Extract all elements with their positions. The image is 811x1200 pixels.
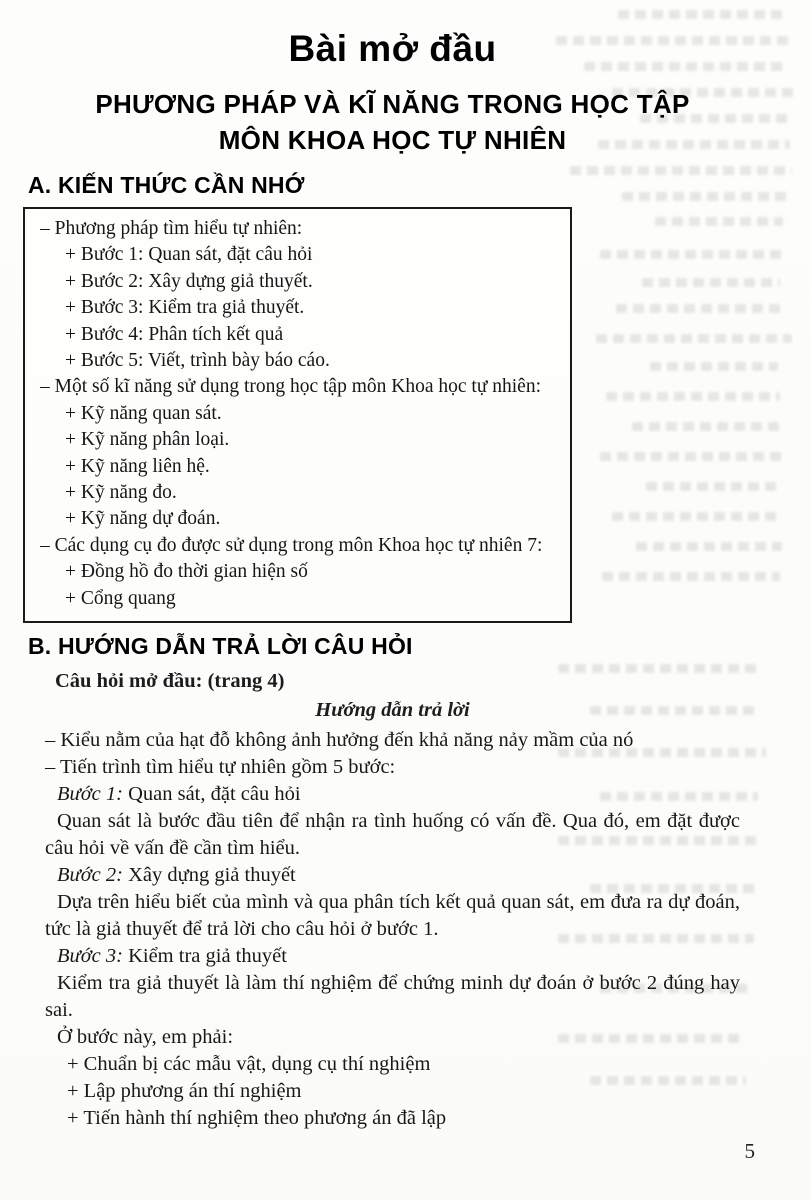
answer-paragraph: Quan sát là bước đầu tiên để nhận ra tình huống có vấn đề. Qua đó, em đặt được câu hỏi về vấn đề cần tìm hiểu. [45,810,740,860]
answer-paragraph: Bước 2: Xây dựng giả thuyết [57,864,296,887]
page-number: 5 [744,1139,755,1163]
knowledge-line: + Đồng hồ đo thời gian hiện số [65,561,308,583]
knowledge-line: + Bước 1: Quan sát, đặt câu hỏi [65,244,313,266]
answer-paragraph: – Tiến trình tìm hiểu tự nhiên gồm 5 bước: [45,756,396,779]
answer-paragraph: Dựa trên hiểu biết của mình và qua phân tích kết quả quan sát, em đưa ra dự đoán, tức là giả thuyết để trả lời cho câu hỏi ở bước 1. [45,891,740,941]
subtitle-line-1: PHƯƠNG PHÁP VÀ KĨ NĂNG TRONG HỌC TẬP [95,89,690,119]
section-a-heading: A. KIẾN THỨC CẦN NHỚ [28,172,305,198]
knowledge-line: + Kỹ năng đo. [65,482,177,504]
knowledge-line: – Các dụng cụ đo được sử dụng trong môn Khoa học tự nhiên 7: [40,534,543,556]
answer-body [45,727,740,1132]
section-b-heading: B. HƯỚNG DẪN TRẢ LỜI CÂU HỎI [28,633,413,660]
knowledge-line: – Phương pháp tìm hiểu tự nhiên: [40,218,303,239]
subtitle-line-2: MÔN KHOA HỌC TỰ NHIÊN [218,125,567,155]
knowledge-line: + Kỹ năng phân loại. [65,429,230,451]
answer-paragraph: – Kiểu nằm của hạt đỗ không ảnh hưởng đến khả năng nảy mầm của nó [45,729,634,752]
knowledge-line: + Cổng quang [65,587,176,609]
knowledge-line: + Bước 3: Kiểm tra giả thuyết. [65,297,305,319]
answer-paragraph: Ở bước này, em phải: [57,1026,234,1049]
knowledge-line: + Bước 2: Xây dựng giả thuyết. [65,270,313,292]
answer-paragraph: Bước 3: Kiểm tra giả thuyết [57,945,287,968]
answer-paragraph: Bước 1: Quan sát, đặt câu hỏi [57,783,301,806]
knowledge-line: + Kỹ năng dự đoán. [65,508,221,530]
knowledge-box [23,207,572,623]
page-subtitle [45,86,740,158]
knowledge-line: + Kỹ năng quan sát. [65,402,222,424]
knowledge-line: – Một số kĩ năng sử dụng trong học tập môn Khoa học tự nhiên: [40,376,542,398]
page-title: Bài mở đầu [288,28,497,69]
answer-list-item: + Chuẩn bị các mẫu vật, dụng cụ thí nghiệm [67,1053,431,1076]
answer-heading: Hướng dẫn trả lời [315,699,470,722]
knowledge-line: + Bước 4: Phân tích kết quả [65,323,284,345]
question-label: Câu hỏi mở đầu: (trang 4) [55,670,285,693]
knowledge-line: + Kỹ năng liên hệ. [65,455,210,477]
answer-list-item: + Tiến hành thí nghiệm theo phương án đã lập [67,1107,447,1130]
answer-list-item: + Lập phương án thí nghiệm [67,1080,302,1103]
answer-paragraph: Kiểm tra giả thuyết là làm thí nghiệm để chứng minh dự đoán ở bước 2 đúng hay sai. [45,972,740,1022]
knowledge-line: + Bước 5: Viết, trình bày báo cáo. [65,350,330,372]
